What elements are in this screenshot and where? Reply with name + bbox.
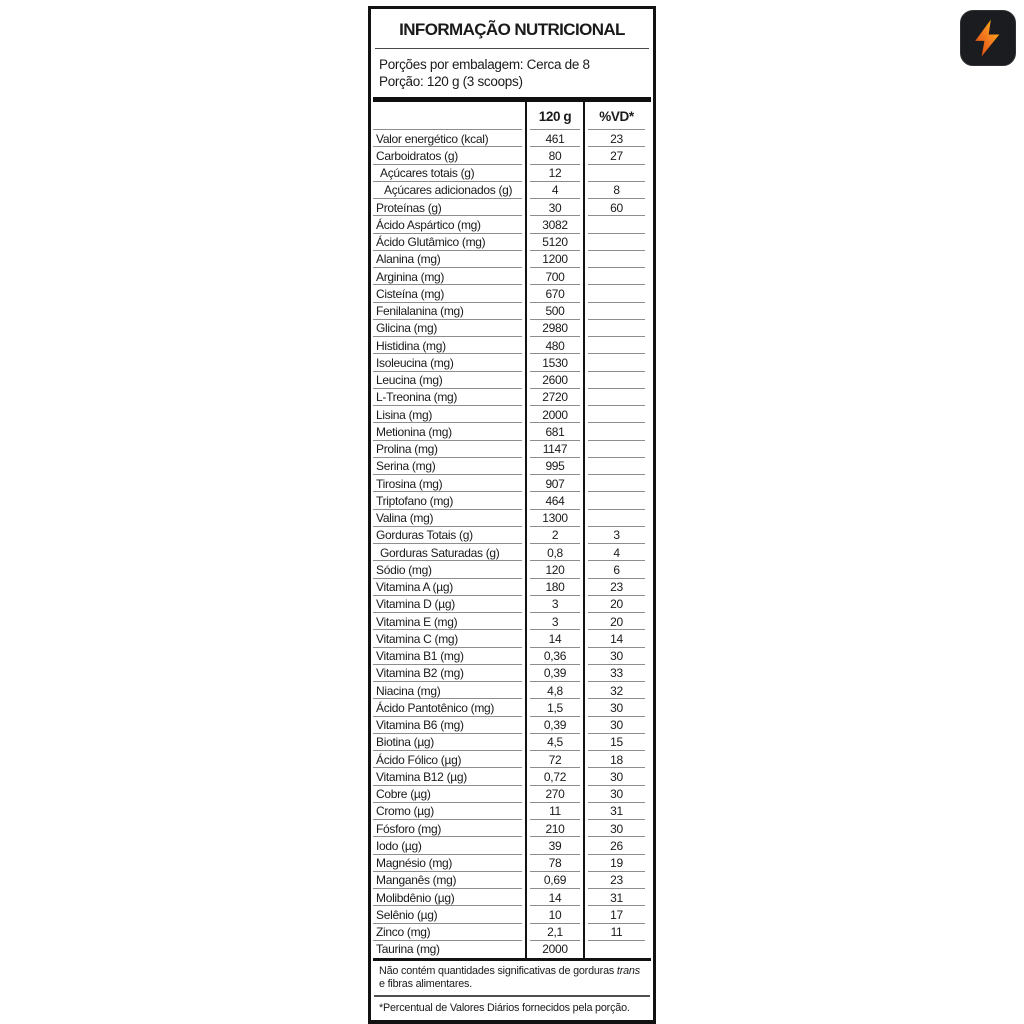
amount-cell: 0,36: [525, 648, 585, 665]
nutrient-name-cell: Vitamina B1 (mg): [371, 648, 525, 665]
table-row: [371, 837, 653, 854]
daily-value-cell: 30: [585, 699, 653, 716]
amount-cell: 11: [525, 803, 585, 820]
daily-value-cell: 20: [585, 596, 653, 613]
trans-fat-footnote: [371, 961, 653, 995]
nutrient-name-cell: Vitamina B12 (µg): [371, 768, 525, 785]
table-row: [371, 372, 653, 389]
footnote-text: Não contém quantidades significativas de gorduras: [379, 965, 617, 977]
table-row: [371, 544, 653, 561]
amount-cell: 0,39: [525, 717, 585, 734]
amount-cell: 0,39: [525, 665, 585, 682]
daily-value-cell: [585, 320, 653, 337]
nutrient-name-cell: Vitamina B6 (mg): [371, 717, 525, 734]
daily-value-cell: 20: [585, 613, 653, 630]
header-dv-column: %VD*: [585, 102, 653, 130]
table-row: [371, 320, 653, 337]
nutrition-facts-panel: [368, 6, 656, 1024]
nutrient-name-cell: Sódio (mg): [371, 561, 525, 578]
table-row: [371, 561, 653, 578]
amount-cell: 2000: [525, 941, 585, 958]
daily-value-cell: 14: [585, 630, 653, 647]
table-header-row: [371, 102, 653, 130]
amount-cell: 4,8: [525, 682, 585, 699]
table-row: [371, 441, 653, 458]
table-body: [371, 130, 653, 958]
daily-value-cell: 23: [585, 872, 653, 889]
header-amount-column: 120 g: [525, 102, 585, 130]
nutrient-name-cell: Vitamina A (µg): [371, 579, 525, 596]
amount-cell: 2: [525, 527, 585, 544]
nutrient-name-cell: Metionina (mg): [371, 423, 525, 440]
nutrient-name-cell: Cromo (µg): [371, 803, 525, 820]
daily-value-cell: [585, 941, 653, 958]
amount-cell: 1147: [525, 441, 585, 458]
table-row: [371, 699, 653, 716]
amount-cell: 3082: [525, 216, 585, 233]
nutrient-name-cell: Gorduras Totais (g): [371, 527, 525, 544]
daily-value-cell: 8: [585, 182, 653, 199]
nutrient-name-cell: Carboidratos (g): [371, 147, 525, 164]
daily-value-cell: [585, 510, 653, 527]
table-row: [371, 510, 653, 527]
amount-cell: 4,5: [525, 734, 585, 751]
nutrient-name-cell: Manganês (mg): [371, 872, 525, 889]
amount-cell: 2720: [525, 389, 585, 406]
daily-value-cell: [585, 372, 653, 389]
table-row: [371, 613, 653, 630]
serving-size: Porção: 120 g (3 scoops): [379, 74, 523, 89]
daily-value-cell: [585, 337, 653, 354]
daily-value-cell: [585, 406, 653, 423]
daily-value-cell: [585, 475, 653, 492]
table-row: [371, 337, 653, 354]
nutrient-name-cell: L-Treonina (mg): [371, 389, 525, 406]
amount-cell: 995: [525, 458, 585, 475]
daily-value-cell: 4: [585, 544, 653, 561]
daily-value-cell: 23: [585, 579, 653, 596]
amount-cell: 270: [525, 786, 585, 803]
table-row: [371, 906, 653, 923]
table-row: [371, 751, 653, 768]
nutrient-name-cell: Triptofano (mg): [371, 492, 525, 509]
daily-value-cell: [585, 285, 653, 302]
nutrient-name-cell: Açúcares adicionados (g): [371, 182, 525, 199]
daily-value-cell: 6: [585, 561, 653, 578]
nutrient-name-cell: Prolina (mg): [371, 441, 525, 458]
nutrient-name-cell: Vitamina E (mg): [371, 613, 525, 630]
nutrient-name-cell: Gorduras Saturadas (g): [371, 544, 525, 561]
nutrient-name-cell: Molibdênio (µg): [371, 889, 525, 906]
panel-title: INFORMAÇÃO NUTRICIONAL: [399, 20, 625, 39]
daily-value-cell: [585, 251, 653, 268]
daily-value-cell: [585, 216, 653, 233]
daily-value-cell: [585, 389, 653, 406]
nutrient-name-cell: Ácido Pantotênico (mg): [371, 699, 525, 716]
table-row: [371, 648, 653, 665]
nutrient-name-cell: Ácido Fólico (µg): [371, 751, 525, 768]
daily-value-cell: [585, 441, 653, 458]
amount-cell: 907: [525, 475, 585, 492]
daily-value-cell: 30: [585, 648, 653, 665]
table-row: [371, 354, 653, 371]
table-row: [371, 406, 653, 423]
footnote-italic-word: trans: [616, 965, 640, 977]
nutrient-name-cell: Isoleucina (mg): [371, 354, 525, 371]
amount-cell: 700: [525, 268, 585, 285]
nutrient-name-cell: Serina (mg): [371, 458, 525, 475]
nutrient-name-cell: Vitamina D (µg): [371, 596, 525, 613]
table-row: [371, 234, 653, 251]
table-row: [371, 165, 653, 182]
amount-cell: 2,1: [525, 924, 585, 941]
nutrient-name-cell: Lisina (mg): [371, 406, 525, 423]
amount-cell: 30: [525, 199, 585, 216]
daily-value-cell: 3: [585, 527, 653, 544]
daily-value-cell: 32: [585, 682, 653, 699]
amount-cell: 4: [525, 182, 585, 199]
daily-value-cell: 15: [585, 734, 653, 751]
table-row: [371, 924, 653, 941]
daily-value-cell: [585, 354, 653, 371]
table-row: [371, 717, 653, 734]
daily-value-cell: [585, 492, 653, 509]
daily-value-cell: 19: [585, 855, 653, 872]
table-row: [371, 285, 653, 302]
nutrient-name-cell: Taurina (mg): [376, 942, 440, 957]
daily-value-cell: 18: [585, 751, 653, 768]
lightning-bolt-icon: [971, 19, 1005, 57]
table-row: [371, 941, 653, 958]
table-row: [371, 665, 653, 682]
amount-cell: 1530: [525, 354, 585, 371]
amount-cell: 461: [525, 130, 585, 147]
table-row: [371, 596, 653, 613]
daily-value-cell: 30: [585, 820, 653, 837]
amount-cell: 464: [525, 492, 585, 509]
amount-cell: 0,72: [525, 768, 585, 785]
table-row: [371, 768, 653, 785]
amount-cell: 78: [525, 855, 585, 872]
daily-value-cell: [585, 268, 653, 285]
amount-cell: 39: [525, 837, 585, 854]
amount-cell: 1200: [525, 251, 585, 268]
table-row: [371, 803, 653, 820]
nutrient-name-cell: Valor energético (kcal): [371, 130, 525, 147]
amount-cell: 1300: [525, 510, 585, 527]
nutrient-name-cell: Leucina (mg): [371, 372, 525, 389]
amount-cell: 670: [525, 285, 585, 302]
daily-value-cell: 33: [585, 665, 653, 682]
daily-value-cell: 17: [585, 906, 653, 923]
table-row: [371, 475, 653, 492]
table-row: [371, 251, 653, 268]
amount-cell: 10: [525, 906, 585, 923]
amount-cell: 2000: [525, 406, 585, 423]
daily-value-cell: [585, 234, 653, 251]
table-row: [371, 492, 653, 509]
nutrient-name-cell: Magnésio (mg): [371, 855, 525, 872]
amount-cell: 120: [525, 561, 585, 578]
table-row: [371, 130, 653, 147]
nutrient-name-cell: Fenilalanina (mg): [371, 303, 525, 320]
table-row: [371, 458, 653, 475]
amount-cell: 0,8: [525, 544, 585, 561]
amount-cell: 14: [525, 889, 585, 906]
serving-info: [371, 49, 653, 97]
nutrient-name-cell: Fósforo (mg): [371, 820, 525, 837]
table-row: [371, 199, 653, 216]
table-row: [371, 579, 653, 596]
table-row: [371, 630, 653, 647]
nutrient-name-cell: Valina (mg): [371, 510, 525, 527]
daily-value-footnote: *Percentual de Valores Diários fornecidos pela porção.: [379, 1002, 630, 1014]
amount-cell: 72: [525, 751, 585, 768]
table-row: [371, 268, 653, 285]
table-row: [371, 786, 653, 803]
daily-value-cell: [585, 458, 653, 475]
table-row: [371, 389, 653, 406]
amount-cell: 1,5: [525, 699, 585, 716]
table-row: [371, 147, 653, 164]
nutrient-name-cell: Histidina (mg): [371, 337, 525, 354]
daily-value-cell: [585, 303, 653, 320]
nutrient-name-cell: Glicina (mg): [371, 320, 525, 337]
amount-cell: 3: [525, 613, 585, 630]
nutrient-name-cell: Proteínas (g): [371, 199, 525, 216]
daily-value-cell: 30: [585, 768, 653, 785]
daily-value-cell: 31: [585, 803, 653, 820]
table-row: [371, 182, 653, 199]
amount-cell: 14: [525, 630, 585, 647]
nutrient-name-cell: Biotina (µg): [371, 734, 525, 751]
daily-value-cell: 60: [585, 199, 653, 216]
daily-value-cell: 27: [585, 147, 653, 164]
amount-cell: 681: [525, 423, 585, 440]
daily-value-cell: 31: [585, 889, 653, 906]
amount-cell: 0,69: [525, 872, 585, 889]
nutrient-name-cell: Tirosina (mg): [371, 475, 525, 492]
nutrient-name-cell: Iodo (µg): [371, 837, 525, 854]
nutrient-name-cell: Niacina (mg): [371, 682, 525, 699]
table-row: [371, 303, 653, 320]
table-row: [371, 889, 653, 906]
amount-cell: 80: [525, 147, 585, 164]
daily-value-cell: [585, 165, 653, 182]
nutrient-name-cell: Ácido Aspártico (mg): [371, 216, 525, 233]
brand-logo: [960, 10, 1016, 66]
nutrient-name-cell: Cobre (µg): [371, 786, 525, 803]
header-empty-cell: [371, 102, 525, 130]
daily-value-cell: 23: [585, 130, 653, 147]
table-row: [371, 734, 653, 751]
daily-value-cell: 11: [585, 924, 653, 941]
amount-cell: 480: [525, 337, 585, 354]
nutrient-name-cell: Cisteína (mg): [371, 285, 525, 302]
servings-per-package: Porções por embalagem: Cerca de 8: [379, 57, 590, 72]
nutrient-name-cell: Açúcares totais (g): [371, 165, 525, 182]
table-row: [371, 216, 653, 233]
amount-cell: 3: [525, 596, 585, 613]
nutrient-name-cell: Arginina (mg): [371, 268, 525, 285]
table-row: [371, 820, 653, 837]
nutrient-name-cell: Zinco (mg): [371, 924, 525, 941]
nutrient-name-cell: Vitamina C (mg): [371, 630, 525, 647]
daily-value-cell: 26: [585, 837, 653, 854]
amount-cell: 2600: [525, 372, 585, 389]
table-row: [371, 872, 653, 889]
amount-cell: 210: [525, 820, 585, 837]
amount-cell: 180: [525, 579, 585, 596]
daily-value-cell: 30: [585, 717, 653, 734]
daily-value-cell: [585, 423, 653, 440]
daily-value-cell: 30: [585, 786, 653, 803]
amount-cell: 2980: [525, 320, 585, 337]
table-row: [371, 423, 653, 440]
nutrient-name-cell: Ácido Glutâmico (mg): [371, 234, 525, 251]
nutrient-name-cell: Vitamina B2 (mg): [371, 665, 525, 682]
amount-cell: 5120: [525, 234, 585, 251]
nutrient-name-cell: Alanina (mg): [371, 251, 525, 268]
amount-cell: 500: [525, 303, 585, 320]
nutrient-name-cell: Selênio (µg): [371, 906, 525, 923]
table-row: [371, 855, 653, 872]
footnote-text-line2: e fibras alimentares.: [379, 978, 473, 990]
table-row: [371, 682, 653, 699]
amount-cell: 12: [525, 165, 585, 182]
table-row: [371, 527, 653, 544]
